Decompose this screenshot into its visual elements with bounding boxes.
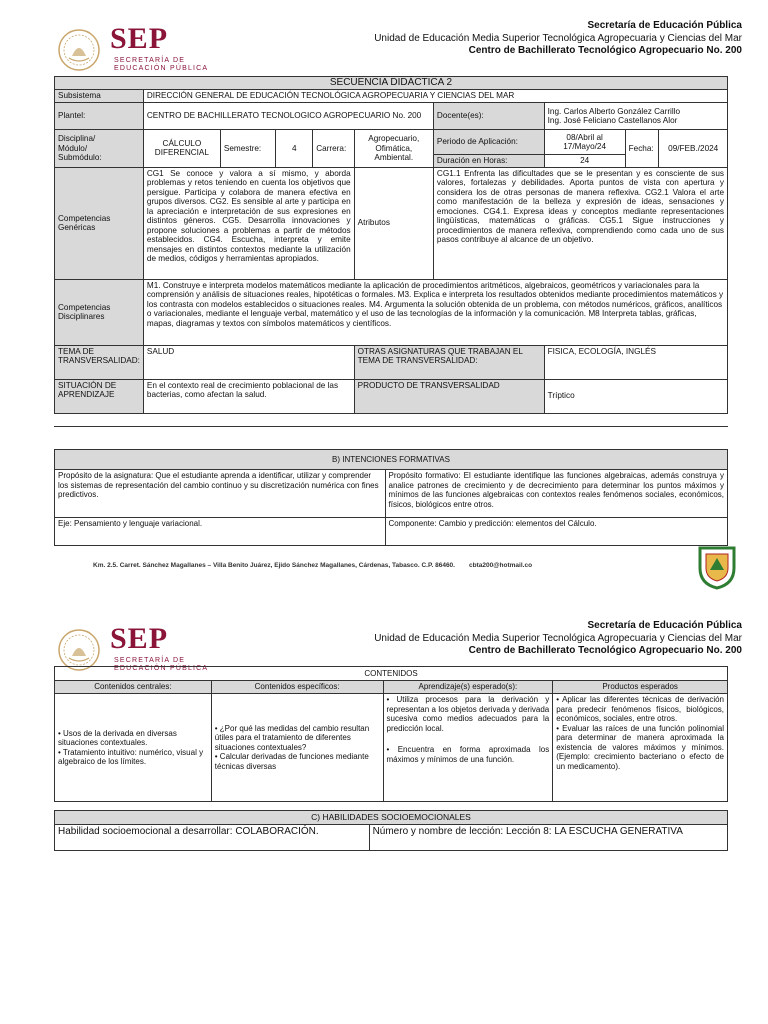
contenidos-table: [54, 666, 728, 802]
intenciones-title: B) INTENCIONES FORMATIVAS: [55, 450, 728, 470]
page-header: [0, 0, 768, 80]
sep-logo-subtitle: SECRETARÍA DE EDUCACIÓN PÚBLICA: [114, 57, 209, 72]
plantel-value: CENTRO DE BACHILLERATO TECNOLOGICO AGROPECUARIO No. 200: [143, 103, 433, 130]
semestre-value: 4: [276, 130, 313, 168]
subsistema-label: Subsistema: [55, 90, 144, 103]
footer-email: cbta200@hotmail.co: [468, 562, 533, 569]
contenidos-centrales-cell: • Usos de la derivada en diversas situaciones contextuales. • Tratamiento intuitivo: numérico, visual y algebraico de los límites.: [55, 694, 212, 802]
header-productos: Productos esperados: [553, 681, 728, 694]
producto-value: Tríptico: [544, 379, 727, 413]
contenidos-especificos-cell: • ¿Por qué las medidas del cambio resultan útiles para el tratamiento de diferentes situaciones contextuales? • Calcular derivadas de funciones mediante técnicas diversas: [211, 694, 383, 802]
aprendizajes-cell: • Utiliza procesos para la derivación y representan a los objetos derivada y derivada sucesiva como medios adecuados para la predicción local. • Encuentra en forma aproximada los máximos y mínimos de una función.: [383, 694, 553, 802]
secuencia-table: [54, 76, 728, 414]
carrera-label: Carrera:: [313, 130, 354, 168]
docentes-label: Docente(es):: [433, 103, 544, 130]
disciplina-label: Disciplina/ Módulo/ Submódulo:: [55, 130, 144, 168]
atributos-text: CG1.1 Enfrenta las dificultades que se le presentan y es consciente de sus valores, fortalezas y debilidades. Aporta puntos de vista con apertura y considera los de otras personas de manera reflexiva. CG2.1 Valora el arte como manifestación de la belleza y expresión de ideas, sensaciones y emociones. CG4.1. Expresa ideas y conceptos mediante representaciones lingüísticas, matemáticas o gráficas. CG5.1 Sigue instrucciones y procedimientos de manera reflexiva, comprendiendo como cada uno de sus pasos contribuye al alcance de un objetivo.: [433, 167, 727, 279]
periodo-value: 08/Abril al 17/Mayo/24: [544, 130, 625, 155]
duracion-label: Duración en Horas:: [433, 155, 544, 168]
sep-logo-text: SEP: [110, 622, 169, 655]
plantel-label: Plantel:: [55, 103, 144, 130]
competencias-disciplinares-label: Competencias Disciplinares: [55, 279, 144, 345]
eje: Eje: Pensamiento y lenguaje variacional.: [55, 518, 386, 546]
competencias-genericas-label: Competencias Genéricas: [55, 167, 144, 279]
disciplina-value: CÁLCULO DIFERENCIAL: [143, 130, 220, 168]
school-shield-logo: [692, 544, 742, 590]
habilidades-table: [54, 810, 728, 851]
sep-logo-text: SEP: [110, 22, 169, 55]
habilidad-socioemocional: Habilidad socioemocional a desarrollar: COLABORACIÓN.: [55, 825, 370, 851]
proposito-asignatura: Propósito de la asignatura: Que el estudiante aprenda a identificar, utilizar y comprender los sistemas de representación del cambio continuo y su discretización numérica con fines predictivos.: [55, 470, 386, 518]
otras-asignaturas-value: FISICA, ECOLOGÍA, INGLÉS: [544, 345, 727, 379]
fecha-value: 09/FEB./2024: [659, 130, 728, 168]
fecha-label: Fecha:: [625, 130, 659, 168]
intenciones-table: [54, 449, 728, 546]
periodo-label: Periodo de Aplicación:: [433, 130, 544, 155]
carrera-value: Agropecuario, Ofimática, Ambiental.: [354, 130, 433, 168]
institution-heading: Secretaría de Educación Pública Unidad de Educación Media Superior Tecnológica Agropecuaria y Ciencias del Mar Centro de Bachillerato Tecnológico Agropecuario No. 200: [374, 620, 742, 656]
footer-address: Km. 2.5. Carret. Sánchez Magallanes – Villa Benito Juárez, Ejido Sánchez Magallanes, Cárdenas, Tabasco. C.P. 86460. cbta200@hotmail.co: [93, 562, 533, 569]
institution-heading: Secretaría de Educación Pública Unidad de Educación Media Superior Tecnológica Agropecuaria y Ciencias del Mar Centro de Bachillerato Tecnológico Agropecuario No. 200: [374, 20, 742, 56]
tema-label: TEMA DE TRANSVERSALIDAD:: [55, 345, 144, 379]
docentes-value: Ing. Carlos Alberto González Carrillo Ing. José Feliciano Castellanos Alor: [544, 103, 727, 130]
situacion-label: SITUACIÓN DE APRENDIZAJE: [55, 379, 144, 413]
componente: Componente: Cambio y predicción: elementos del Cálculo.: [385, 518, 728, 546]
proposito-formativo: Propósito formativo: El estudiante identifique las funciones algebraicas, además construya y analice patrones de crecimiento y de decrecimiento para determinar los puntos máximos y mínimos de las funciones algebraicas con contextos reales fenómenos sociales, económicos, físicos, biológicos entre otros.: [385, 470, 728, 518]
sequence-title: SECUENCIA DIDÁCTICA 2: [55, 77, 728, 90]
tema-value: SALUD: [143, 345, 354, 379]
atributos-label: Atributos: [354, 167, 433, 279]
subsistema-value: DIRECCIÓN GENERAL DE EDUCACIÓN TECNOLÓGICA AGROPECUARIA Y CIENCIAS DEL MAR: [143, 90, 727, 103]
sep-logo-subtitle: SECRETARÍA DE EDUCACIÓN PÚBLICA: [114, 657, 209, 672]
leccion: Número y nombre de lección: Lección 8: LA ESCUCHA GENERATIVA: [369, 825, 727, 851]
productos-cell: • Aplicar las diferentes técnicas de derivación para predecir fenómenos físicos, biológicos, económicos, sociales, entre otros. • Evaluar las raíces de una función polinomial para determinar de manera aproximada la existencia de valores máximos y mínimos. (Ejemplo: crecimiento bacteriano o efecto de un medicamento).: [553, 694, 728, 802]
header-aprendizajes: Aprendizaje(s) esperado(s):: [383, 681, 553, 694]
competencias-disciplinares-text: M1. Construye e interpreta modelos matemáticos mediante la aplicación de procedimientos aritméticos, algebraicos, geométricos y variacionales para la comprensión y análisis de situaciones reales, hipotéticas o formales. M3. Explica e interpreta los resultados obtenidos mediante procedimientos matemáticos y los contrasta con modelos establecidos o situaciones reales. M4. Argumenta la solución obtenida de un problema, con métodos numéricos, gráficos, analíticos o variacionales, mediante el lenguaje verbal, matemático y el uso de las tecnologías de la información y la comunicación. M8 Interpreta tablas, gráficas, mapas, diagramas y textos con símbolos matemáticos y científicos.: [143, 279, 727, 345]
habilidades-title: C) HABILIDADES SOCIOEMOCIONALES: [55, 811, 728, 825]
page-2: [0, 600, 768, 1024]
header-contenidos-especificos: Contenidos específicos:: [211, 681, 383, 694]
duracion-value: 24: [544, 155, 625, 168]
semestre-label: Semestre:: [220, 130, 276, 168]
contenidos-title: CONTENIDOS: [55, 667, 728, 681]
header-contenidos-centrales: Contenidos centrales:: [55, 681, 212, 694]
competencias-genericas-text: CG1 Se conoce y valora a sí mismo, y aborda problemas y retos teniendo en cuenta los objetivos que persigue. Participa y colabora de manera efectiva en grupos diversos. CG2. Es sensible al arte y participa en la apreciación e interpretación de sus expresiones en distintos géneros. CG5. Desarrolla innovaciones y propone soluciones a problemas a partir de métodos establecidos. CG4. Escucha, interpreta y emite mensajes en distintos contextos mediante la utilización de medios, códigos y herramientas apropiados.: [143, 167, 354, 279]
national-seal-logo: [54, 26, 104, 72]
section-divider: [54, 426, 728, 427]
situacion-value: En el contexto real de crecimiento poblacional de las bacterias, como afectan la salud.: [143, 379, 354, 413]
otras-asignaturas-label: OTRAS ASIGNATURAS QUE TRABAJAN EL TEMA DE TRANSVERSALIDAD:: [354, 345, 544, 379]
producto-label: PRODUCTO DE TRANSVERSALIDAD: [354, 379, 544, 413]
